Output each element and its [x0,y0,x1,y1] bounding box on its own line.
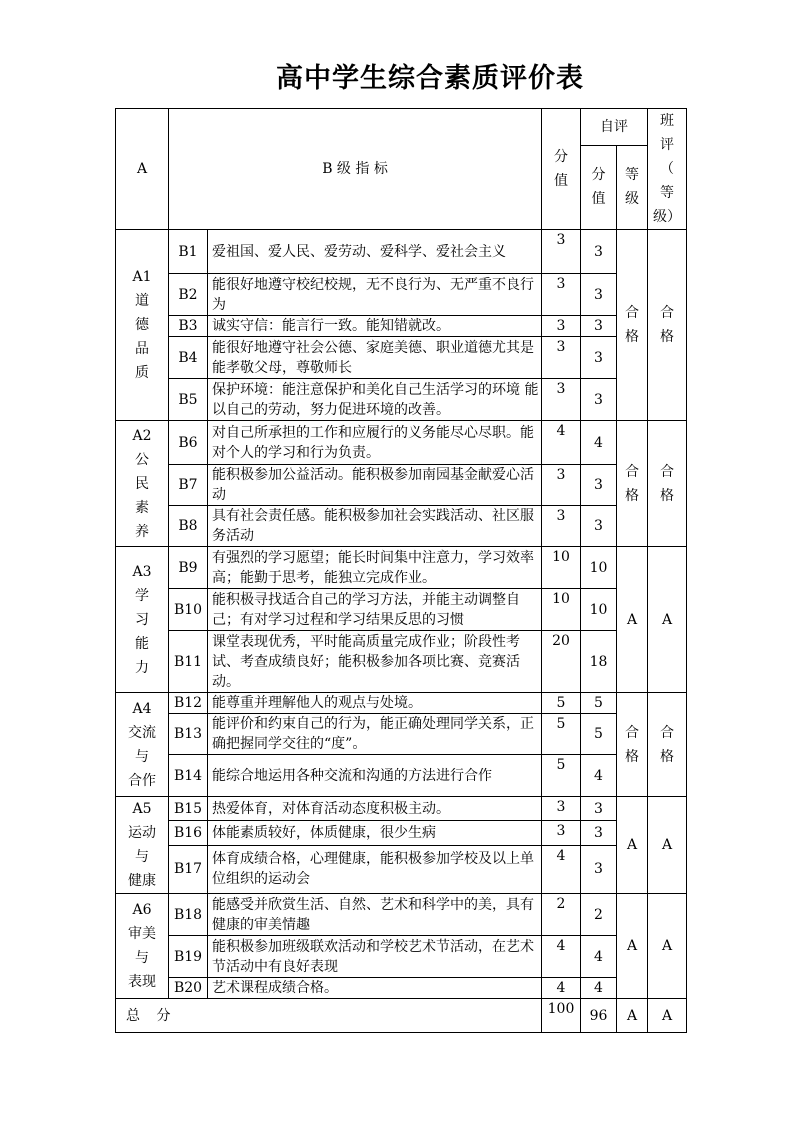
group-self-grade-text: A [626,837,638,853]
header-score-text: 分 值 [554,149,569,189]
group-self-grade [617,421,648,547]
item-self-score: 10 [581,589,617,631]
table-row [116,465,687,506]
group-class-grade-text: A [661,611,673,628]
table-row [116,316,687,337]
item-description: 对自己所承担的工作和应履行的义务能尽心尽职。能对个人的学习和行为负责。 [208,421,542,465]
item-score: 10 [542,547,581,589]
table-row [116,589,687,631]
group-label [116,797,169,894]
header-self-grade-text: 等 级 [625,167,640,208]
item-score: 2 [542,894,581,936]
table-row [116,845,687,894]
item-description: 能尊重并理解他人的观点与处境。 [208,693,542,714]
group-class-grade [648,547,687,693]
table-row [116,894,687,936]
item-self-score: 3 [581,230,617,274]
group-class-grade-text: 合 格 [660,305,675,345]
item-description: 能积极寻找适合自己的学习方法，并能主动调整自己；有对学习过程和学习结果反思的习惯 [208,589,542,631]
group-class-grade [648,693,687,797]
item-code: B9 [169,547,208,589]
group-self-grade-text: 合 格 [625,463,640,504]
header-class-eval-text: 班 评 （ 等 级） [653,113,682,225]
item-self-score: 2 [581,894,617,936]
item-self-score: 3 [581,506,617,547]
header-self-score [581,145,617,229]
group-label-text: A5 运动 与 健康 [128,801,156,889]
item-score: 4 [542,978,581,999]
item-self-score: 4 [581,421,617,465]
item-self-score: 3 [581,337,617,379]
total-self-grade: A [617,999,648,1033]
item-description: 爱祖国、爱人民、爱劳动、爱科学、爱社会主义 [208,230,542,274]
item-description: 体育成绩合格，心理健康，能积极参加学校及以上单位组织的运动会 [208,845,542,894]
table-row [116,379,687,421]
header-self-grade [617,145,648,229]
item-code: B5 [169,379,208,421]
item-score: 3 [542,274,581,316]
item-description: 体能素质较好，体质健康，很少生病 [208,821,542,845]
item-score: 5 [542,755,581,797]
table-row [116,755,687,797]
item-description: 能综合地运用各种交流和沟通的方法进行合作 [208,755,542,797]
group-class-grade-text: 合 格 [660,724,675,765]
item-self-score: 3 [581,274,617,316]
group-label-text: A2 公 民 素 养 [132,427,152,540]
table-row [116,631,687,693]
item-code: B13 [169,714,208,755]
group-label-text: A6 审美 与 表现 [128,902,156,990]
item-description: 具有社会责任感。能积极参加社会实践活动、社区服务活动 [208,506,542,547]
table-row [116,274,687,316]
group-label-text: A3 学 习 能 力 [132,563,152,676]
group-self-grade-text: A [626,938,638,954]
group-self-grade [617,230,648,421]
item-description: 能很好地遵守校纪校规，无不良行为、无严重不良行为 [208,274,542,316]
item-code: B8 [169,506,208,547]
table-row [116,978,687,999]
item-score: 5 [542,693,581,714]
page-title: 高中学生综合素质评价表 [276,63,584,94]
table-row [116,714,687,755]
item-score: 4 [542,421,581,465]
item-self-score: 3 [581,797,617,821]
table-row [116,230,687,274]
group-label [116,693,169,797]
item-code: B16 [169,821,208,845]
item-score: 3 [542,230,581,274]
header-b-indicators: B 级 指 标 [169,109,542,230]
header-score [542,109,581,230]
group-self-grade [617,894,648,999]
header-class-eval [648,109,687,230]
item-code: B11 [169,631,208,693]
item-code: B15 [169,797,208,821]
item-score: 3 [542,797,581,821]
item-description: 保护环境：能注意保护和美化自己生活学习的环境 能以自己的劳动，努力促进环境的改善。 [208,379,542,421]
total-row [116,999,687,1033]
item-description: 艺术课程成绩合格。 [208,978,542,999]
item-self-score: 3 [581,845,617,894]
item-self-score: 4 [581,978,617,999]
header-self-eval: 自评 [581,109,648,146]
item-code: B2 [169,274,208,316]
item-self-score: 4 [581,755,617,797]
item-description: 能评价和约束自己的行为，能正确处理同学关系，正确把握同学交往的“度”。 [208,714,542,755]
item-self-score: 18 [581,631,617,693]
evaluation-table [115,108,687,1033]
item-score: 5 [542,714,581,755]
group-label [116,547,169,693]
group-class-grade [648,797,687,894]
group-self-grade-text: 合 格 [625,724,640,765]
table-row [116,797,687,821]
item-self-score: 4 [581,936,617,978]
item-code: B4 [169,337,208,379]
group-self-grade [617,797,648,894]
group-self-grade-text: A [626,611,638,628]
group-self-grade [617,547,648,693]
item-score: 3 [542,337,581,379]
item-code: B17 [169,845,208,894]
total-self-score: 96 [581,999,617,1033]
item-code: B7 [169,465,208,506]
item-score: 3 [542,379,581,421]
item-code: B18 [169,894,208,936]
item-self-score: 3 [581,821,617,845]
item-description: 能很好地遵守社会公德、家庭美德、职业道德尤其是能孝敬父母，尊敬师长 [208,337,542,379]
header-self-score-text: 分 值 [591,167,606,208]
item-score: 3 [542,821,581,845]
item-code: B3 [169,316,208,337]
table-row [116,421,687,465]
group-class-grade-text: A [661,837,673,853]
item-code: B19 [169,936,208,978]
item-score: 3 [542,506,581,547]
item-score: 4 [542,845,581,894]
total-score: 100 [542,999,581,1033]
item-score: 4 [542,936,581,978]
group-class-grade [648,230,687,421]
item-self-score: 5 [581,693,617,714]
table-row [116,936,687,978]
table-row [116,821,687,845]
table-row [116,506,687,547]
table-row [116,337,687,379]
group-class-grade-text: A [661,938,673,954]
item-code: B20 [169,978,208,999]
group-label [116,894,169,999]
item-code: B1 [169,230,208,274]
item-code: B12 [169,693,208,714]
item-description: 课堂表现优秀，平时能高质量完成作业；阶段性考试、考查成绩良好；能积极参加各项比赛、竞赛活动。 [208,631,542,693]
group-class-grade-text: 合 格 [660,463,675,504]
item-score: 3 [542,316,581,337]
group-class-grade [648,421,687,547]
item-self-score: 5 [581,714,617,755]
group-label-text: A4 交流 与 合作 [128,700,156,789]
item-description: 热爱体育，对体育活动态度积极主动。 [208,797,542,821]
item-description: 有强烈的学习愿望；能长时间集中注意力，学习效率高；能勤于思考，能独立完成作业。 [208,547,542,589]
item-self-score: 3 [581,316,617,337]
table-row [116,547,687,589]
item-self-score: 3 [581,379,617,421]
group-self-grade-text: 合 格 [625,305,640,345]
item-code: B6 [169,421,208,465]
item-self-score: 3 [581,465,617,506]
item-code: B14 [169,755,208,797]
item-description: 能感受并欣赏生活、自然、艺术和科学中的美，具有健康的审美情趣 [208,894,542,936]
group-label [116,421,169,547]
item-score: 20 [542,631,581,693]
table-row [116,693,687,714]
header-a: A [116,109,169,230]
item-description: 能积极参加班级联欢活动和学校艺术节活动，在艺术节活动中有良好表现 [208,936,542,978]
total-class-grade: A [648,999,687,1033]
item-score: 10 [542,589,581,631]
item-description: 诚实守信：能言行一致。能知错就改。 [208,316,542,337]
item-code: B10 [169,589,208,631]
group-self-grade [617,693,648,797]
group-label-text: A1 道 德 品 质 [132,269,152,381]
group-class-grade [648,894,687,999]
total-label: 总 分 [116,999,542,1033]
group-label [116,230,169,421]
item-self-score: 10 [581,547,617,589]
item-description: 能积极参加公益活动。能积极参加南园基金献爱心活动 [208,465,542,506]
item-score: 3 [542,465,581,506]
